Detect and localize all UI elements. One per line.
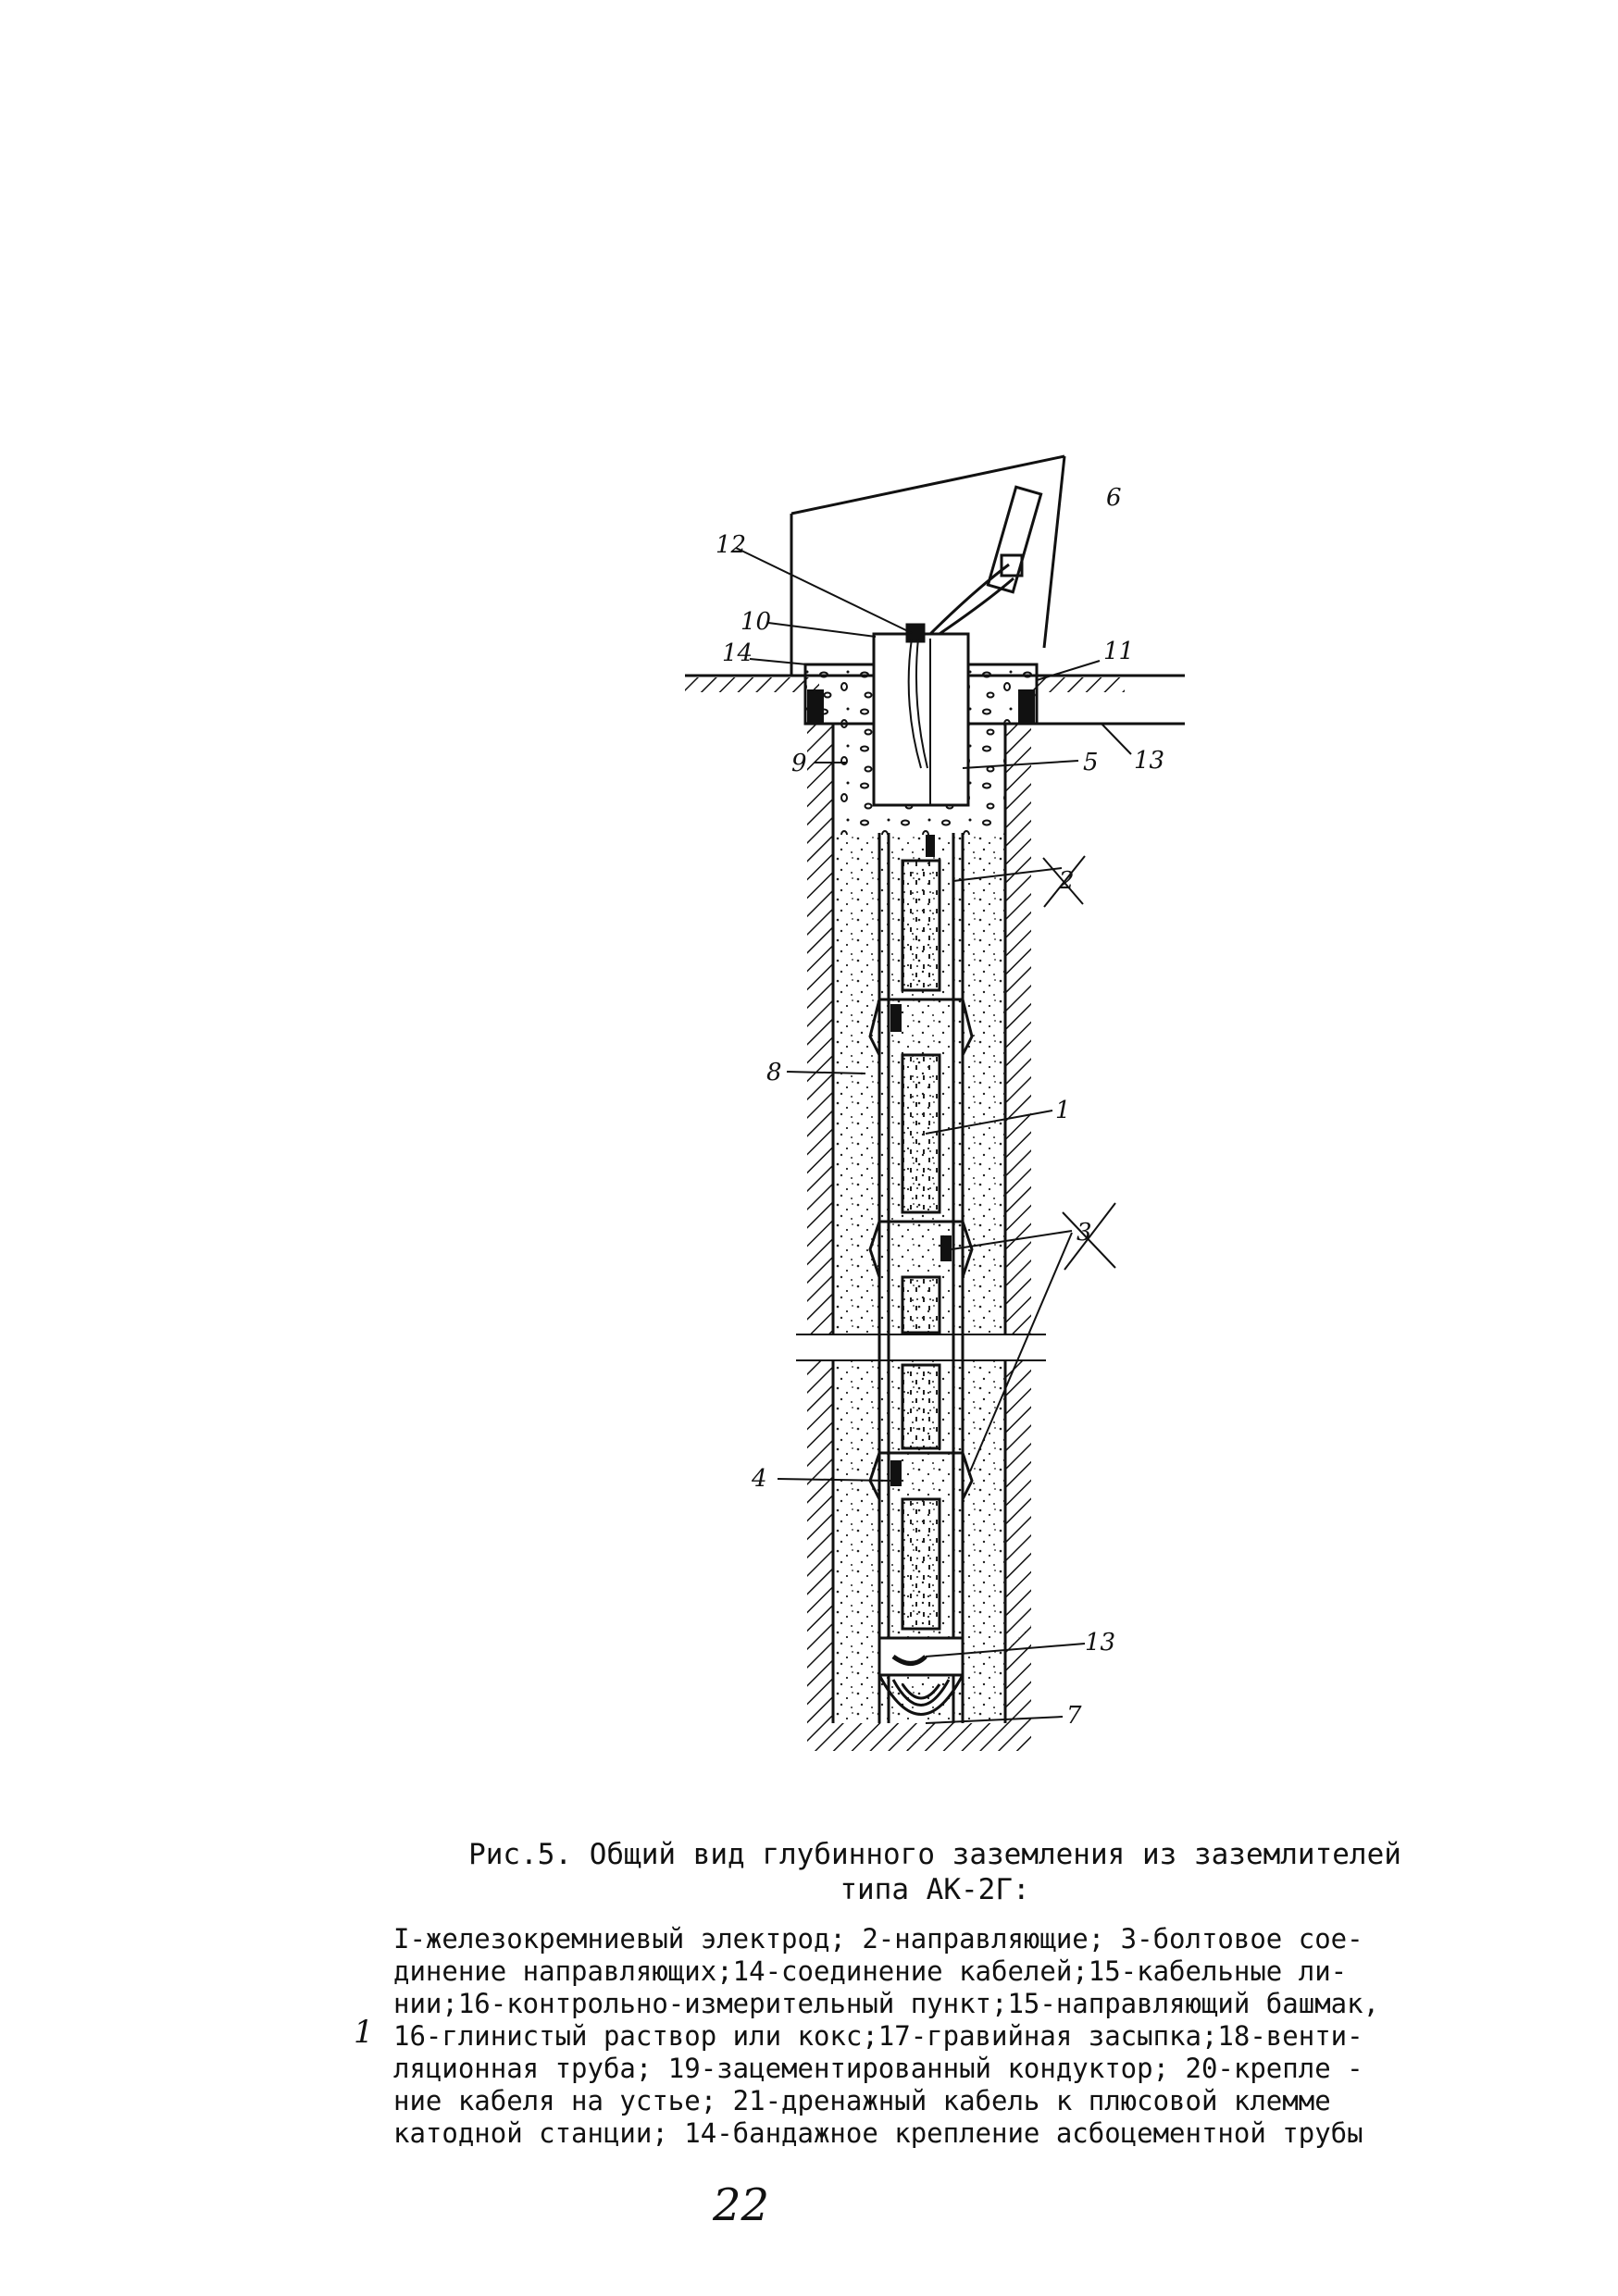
legend-line: динение направляющих;14-соединение кабелей;15-кабельные ли- bbox=[393, 1955, 1348, 1987]
caption-line-1: Рис.5. Общий вид глубинного заземления из заземлителей bbox=[468, 1838, 1401, 1871]
callout-4: 4 bbox=[752, 1465, 767, 1493]
legend-line: катодной станции; 14-бандажное крепление асбоцементной трубы bbox=[393, 2117, 1363, 2149]
callout-2: 2 bbox=[1059, 867, 1075, 895]
test-device bbox=[926, 487, 1041, 643]
cross-out-marks bbox=[1043, 856, 1115, 1270]
callout-1: 1 bbox=[1055, 1097, 1071, 1124]
legend-line: ляционная труба; 19-зацементированный кондуктор; 20-крепле - bbox=[393, 2053, 1363, 2084]
callout-3: 3 bbox=[1077, 1219, 1092, 1247]
margin-note: 1 bbox=[354, 2014, 374, 2051]
callout-14: 14 bbox=[722, 639, 753, 667]
callout-10: 10 bbox=[741, 608, 772, 636]
figure-caption bbox=[389, 1837, 1481, 1907]
callout-13-top: 13 bbox=[1134, 747, 1165, 775]
callout-7: 7 bbox=[1066, 1702, 1082, 1730]
callout-11: 11 bbox=[1103, 638, 1135, 665]
callout-6: 6 bbox=[1106, 484, 1122, 512]
section-break bbox=[796, 1334, 1046, 1360]
page-number: 22 bbox=[713, 2179, 770, 2231]
callout-13-bottom: 13 bbox=[1085, 1629, 1116, 1657]
legend-line: нии;16-контрольно-измерительный пункт;15-направляющий башмак, bbox=[393, 1988, 1380, 2019]
legend-line: I-железокремниевый электрод; 2-направляющие; 3-болтовое сое- bbox=[393, 1923, 1363, 1955]
callout-9: 9 bbox=[791, 750, 807, 777]
legend-line: ние кабеля на устье; 21-дренажный кабель к плюсовой клемме bbox=[393, 2085, 1331, 2116]
figure-legend bbox=[393, 1923, 1513, 2150]
caption-line-2: типа АК-2Г: bbox=[840, 1873, 1030, 1906]
callout-8: 8 bbox=[766, 1059, 782, 1086]
legend-line: 16-глинистый раствор или кокс;17-гравийная засыпка;18-венти- bbox=[393, 2020, 1363, 2052]
callout-12: 12 bbox=[716, 531, 747, 559]
callout-5: 5 bbox=[1083, 749, 1099, 776]
wellhead-casing bbox=[874, 625, 968, 805]
